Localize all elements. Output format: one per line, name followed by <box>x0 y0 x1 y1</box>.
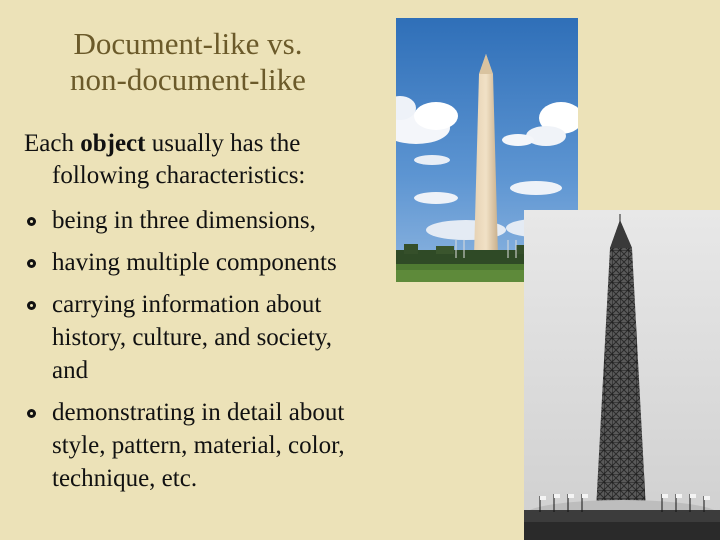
slide-title <box>18 26 358 98</box>
bullet-icon <box>27 217 36 226</box>
intro-text-end: usually has the <box>145 130 301 157</box>
bullet-icon <box>27 409 36 418</box>
list-item <box>24 288 404 387</box>
list-item-line: technique, etc. <box>52 465 198 492</box>
list-item <box>24 246 404 279</box>
intro-text-line-2: following characteristics: <box>52 162 306 189</box>
list-item-line: demonstrating in detail about <box>52 399 345 426</box>
list-item-line: carrying information about <box>52 291 322 318</box>
slide-title-line-2: non-document-like <box>70 62 306 97</box>
characteristics-list <box>24 204 404 504</box>
list-item-line: and <box>52 357 89 384</box>
list-item-line: having multiple components <box>52 249 337 276</box>
intro-bold-word: object <box>80 130 146 157</box>
washington-monument-scaffolding-photo <box>524 210 720 540</box>
intro-paragraph <box>24 128 394 192</box>
bullet-icon <box>27 301 36 310</box>
slide-title-line-1: Document-like vs. <box>73 26 303 61</box>
bullet-icon <box>27 259 36 268</box>
list-item <box>24 396 404 495</box>
list-item-line: history, culture, and society, <box>52 324 333 351</box>
list-item-line: style, pattern, material, color, <box>52 432 345 459</box>
list-item <box>24 204 404 237</box>
list-item-line: being in three dimensions, <box>52 207 316 234</box>
intro-text-start: Each <box>24 130 81 157</box>
